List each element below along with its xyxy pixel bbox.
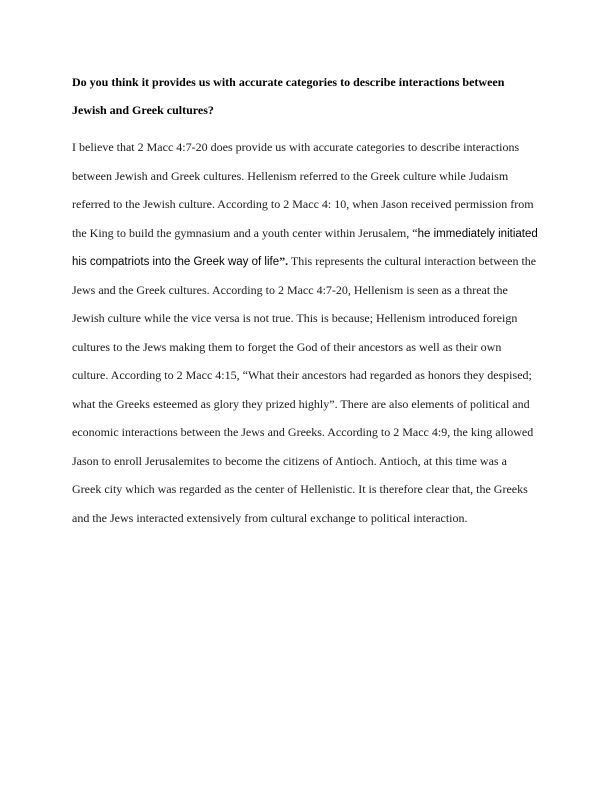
answer-line-10: what the Greeks esteemed as glory they prized highly”. There are also elements of political and xyxy=(72,397,530,411)
answer-line-14: and the Jews interacted extensively from cultural exchange to political interaction. xyxy=(72,511,468,525)
question-line-1: Do you think it provides us with accurate categories to describe interactions between xyxy=(72,75,505,89)
answer-line-2: between Jewish and Greek cultures. Hellenism referred to the Greek culture while Judaism xyxy=(72,169,509,183)
answer-line-4 xyxy=(72,225,538,242)
quote-fragment-cont: his compatriots into the Greek way of life xyxy=(72,256,280,268)
answer-line-6: Jews and the Greek cultures. According to 2 Macc 4:7-20, Hellenism is seen as a threat the xyxy=(72,283,508,297)
question-heading xyxy=(72,68,542,124)
answer-line-13: Greek city which was regarded as the center of Hellenistic. It is therefore clear that, the Greeks xyxy=(72,482,528,496)
answer-line-4-text: the King to build the gymnasium and a youth center within Jerusalem, “ xyxy=(72,226,418,240)
answer-line-11: economic interactions between the Jews and Greeks. According to 2 Macc 4:9, the king allowed xyxy=(72,425,534,439)
answer-line-3: referred to the Jewish culture. According to 2 Macc 4: 10, when Jason received permission from xyxy=(72,197,534,211)
answer-line-5 xyxy=(72,253,536,270)
answer-line-12: Jason to enroll Jerusalemites to become the citizens of Antioch. Antioch, at this time was a xyxy=(72,454,507,468)
answer-line-7: Jewish culture while the vice versa is not true. This is because; Hellenism introduced foreign xyxy=(72,311,518,325)
quote-close: ”. xyxy=(279,254,289,268)
question-line-2: Jewish and Greek cultures? xyxy=(72,103,214,117)
answer-line-5-text: This represents the cultural interaction between the xyxy=(288,254,537,268)
answer-line-1: I believe that 2 Macc 4:7-20 does provide us with accurate categories to describe interactions xyxy=(72,140,520,154)
answer-line-8: cultures to the Jews making them to forget the God of their ancestors as well as their own xyxy=(72,340,502,354)
quote-fragment: he immediately initiated xyxy=(417,228,538,240)
answer-line-9: culture. According to 2 Macc 4:15, “What their ancestors had regarded as honors they despised; xyxy=(72,368,532,382)
